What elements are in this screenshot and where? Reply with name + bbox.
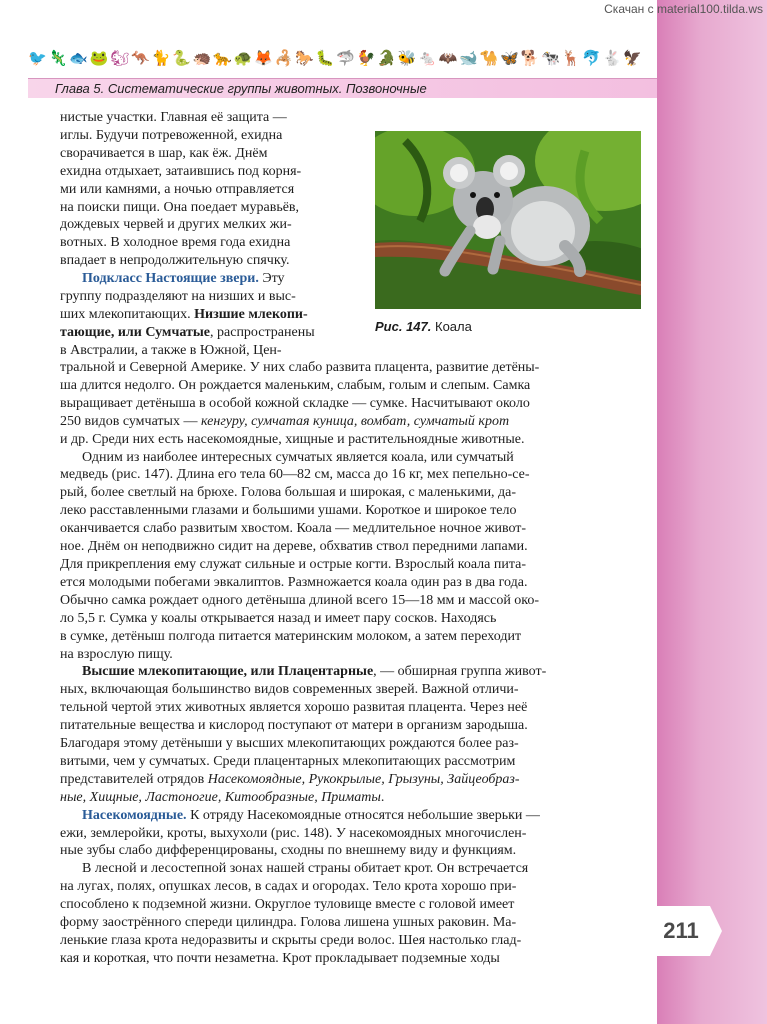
animal-silhouette-icon: 🦎 — [48, 51, 68, 67]
animal-silhouette-icon: 🦌 — [561, 51, 581, 67]
text-line: на взрослую пищу. — [60, 646, 173, 662]
animal-silhouette-icon: 🐛 — [315, 51, 335, 67]
text-line: ных, включающая большинство видов современных зверей. Важной отличи- — [60, 682, 519, 698]
text-line: иглы. Будучи потревоженной, ехидна — [60, 127, 283, 143]
text-line: медведь (рис. 147). Длина его тела 60—82 см, масса до 16 кг, мех пепельно-се- — [60, 467, 530, 483]
animal-silhouette-icon: 🐕 — [520, 51, 540, 67]
watermark: Скачан с material100.tilda.ws — [604, 2, 763, 16]
animal-silhouette-icon: 🐓 — [356, 51, 376, 67]
term-bold: Высшие млекопитающие, или Плацентарные — [82, 664, 374, 680]
text-line: оканчивается слабо развитым хвостом. Коала — медлительное ночное живот- — [60, 521, 527, 537]
text-line: дождевых червей и других мелких жи- — [60, 217, 292, 233]
text-line: Для прикрепления ему служат сильные и острые когти. Взрослый коала пита- — [60, 556, 527, 572]
text-line: Эту — [262, 271, 285, 287]
animal-silhouette-icon: 🐬 — [582, 51, 601, 67]
text-line: питательные вещества и кислород поступают от матери в организм зародыша. — [60, 718, 528, 734]
animal-silhouette-icon: 🐊 — [377, 51, 396, 67]
text-line: выращивает детёныша в особой кожной складке — сумке. Насчитывают около — [60, 395, 530, 411]
animal-silhouette-icon: 🐁 — [418, 51, 437, 67]
text-line: и др. Среди них есть насекомоядные, хищные и растительноядные животные. — [60, 431, 525, 447]
animal-silhouette-icon: 🐢 — [233, 51, 253, 67]
text-line: ные зубы слабо дифференцированы, сходны по внешнему виду и функциям. — [60, 843, 517, 859]
text-line: Обычно самка рождает одного детёныша длиной всего 15—18 мм и массой око- — [60, 592, 540, 608]
text-line: рый, более светлый на брюхе. Голова большая и широкая, с маленькими, да- — [60, 485, 517, 501]
figure-caption — [375, 319, 472, 334]
animal-silhouette-icon: 🐎 — [295, 51, 314, 67]
text-line: тельной чертой этих животных является хорошо развитая плацента. Через неё — [60, 700, 528, 716]
text-line: ехидна отдыхает, затаившись под корня- — [60, 163, 302, 179]
insectivores-heading: Насекомоядные. — [82, 807, 187, 823]
animal-silhouette-row — [28, 50, 642, 68]
term-bold: Низшие млекопи- — [194, 306, 308, 322]
text-line: . — [380, 789, 385, 805]
text-line: ших млекопитающих. — [60, 306, 191, 322]
text-line: тральной и Северной Америке. У них слабо развита плацента, развитие детёны- — [60, 360, 540, 375]
page-number: 211 — [663, 918, 699, 943]
text-line: в сумке, детёныш полгода питается материнским молоком, а затем переходит — [60, 628, 522, 644]
animal-silhouette-icon: 🐿 — [110, 51, 130, 67]
term-bold: тающие, или Сумчатые — [60, 324, 211, 340]
text-column-wide — [60, 359, 640, 968]
term-italic: Насекомоядные, Рукокрылые, Грызуны, Зайцеобраз- — [207, 771, 520, 787]
text-line: ша длится недолго. Он рождается маленьким, слабым, голым и слепым. Самка — [60, 377, 531, 393]
animal-silhouette-icon: 🦋 — [500, 51, 519, 67]
animal-silhouette-icon: 🐍 — [171, 51, 191, 67]
text-line: ленькие глаза крота недоразвиты и скрыты среди волос. Шея настолько глад- — [60, 933, 522, 948]
text-line: К отряду Насекомоядные относятся небольшие зверьки — — [190, 807, 540, 823]
text-line: , — обширная группа живот- — [373, 664, 547, 680]
text-line: ется молодыми побегами эвкалиптов. Размножается коала один раз в два года. — [60, 574, 528, 590]
koala-illustration — [375, 131, 641, 309]
animal-silhouette-icon: 🦇 — [438, 51, 458, 67]
text-line: на лугах, полях, опушках лесов, в садах и огородах. Тело крота хорошо при- — [60, 879, 517, 895]
koala-photo — [375, 131, 641, 309]
animal-silhouette-icon: 🐟 — [69, 51, 88, 67]
text-column-narrow — [60, 109, 360, 360]
text-line: ло 5,5 г. Сумка у коалы открывается назад и имеет пару сосков. Находясь — [60, 610, 497, 626]
caption-label: Рис. 147. — [375, 319, 432, 334]
text-line: кая и короткая, что почти незаметна. Крот прокладывает подземные ходы — [60, 950, 500, 966]
text-line: сворачивается в шар, как ёж. Днём — [60, 145, 268, 161]
caption-text: Коала — [435, 319, 472, 334]
text-line: 250 видов сумчатых — — [60, 413, 198, 429]
text-line: леко расставленными глазами и большими ушами. Короткое и широкое тело — [60, 503, 517, 519]
term-italic: ные, Хищные, Ластоногие, Китообразные, Приматы — [60, 789, 381, 805]
text-line: представителей отрядов — [60, 771, 205, 787]
text-line: ежи, землеройки, кроты, выхухоли (рис. 148). У насекомоядных многочислен- — [60, 825, 527, 841]
text-line: Благодаря этому детёныши у высших млекопитающих рождаются более раз- — [60, 736, 519, 752]
animal-silhouette-icon: 🦔 — [192, 51, 212, 67]
chapter-header: Глава 5. Систематические группы животных. Позвоночные — [28, 78, 657, 98]
animal-silhouette-icon: 🐦 — [28, 51, 47, 67]
text-line: группу подразделяют на низших и выс- — [60, 289, 296, 305]
term-italic: кенгуру, сумчатая куница, вомбат, сумчатый крот — [200, 413, 510, 429]
text-line: Одним из наиболее интересных сумчатых является коала, или сумчатый — [82, 449, 514, 465]
animal-silhouette-icon: 🦅 — [623, 51, 642, 67]
animal-silhouette-icon: 🦈 — [336, 51, 355, 67]
animal-silhouette-icon: 🐈 — [151, 51, 171, 67]
text-line: ное. Днём он неподвижно сидит на дереве, обхватив ствол передними лапами. — [60, 539, 528, 555]
text-line: впадает в непродолжительную спячку. — [60, 253, 290, 269]
animal-silhouette-icon: 🦘 — [130, 51, 150, 67]
text-line: способлено к подземной жизни. Округлое туловище вместе с головой имеет — [60, 897, 515, 913]
animal-silhouette-icon: 🐪 — [479, 51, 499, 67]
text-line: нистые участки. Главная её защита — — [60, 110, 287, 125]
text-line: в Австралии, а также в Южной, Цен- — [60, 342, 282, 358]
animal-silhouette-icon: 🦊 — [254, 51, 273, 67]
text-line: витыми, чем у сумчатых. Среди плацентарных млекопитающих рассмотрим — [60, 753, 516, 769]
text-line: на поиски пищи. Она поедает муравьёв, — [60, 199, 300, 215]
text-line: форму заострённого спереди цилиндра. Голова лишена ушных раковин. Ма- — [60, 915, 517, 931]
text-line: вотных. В холодное время года ехидна — [60, 235, 291, 251]
animal-silhouette-icon: 🐇 — [602, 51, 622, 67]
subclass-heading: Подкласс Настоящие звери. — [82, 271, 259, 287]
animal-silhouette-icon: 🐸 — [89, 51, 109, 67]
animal-silhouette-icon: 🐝 — [397, 51, 417, 67]
animal-silhouette-icon: 🐋 — [459, 51, 478, 67]
animal-silhouette-icon: 🐄 — [541, 51, 560, 67]
text-line: В лесной и лесостепной зонах нашей страны обитает крот. Он встречается — [82, 861, 529, 877]
page-edge-band — [657, 0, 767, 1024]
text-line: ми или камнями, а ночью отправляется — [60, 181, 295, 197]
animal-silhouette-icon: 🦂 — [274, 51, 294, 67]
animal-silhouette-icon: 🐆 — [213, 51, 232, 67]
text-line: , распространены — [210, 324, 315, 340]
